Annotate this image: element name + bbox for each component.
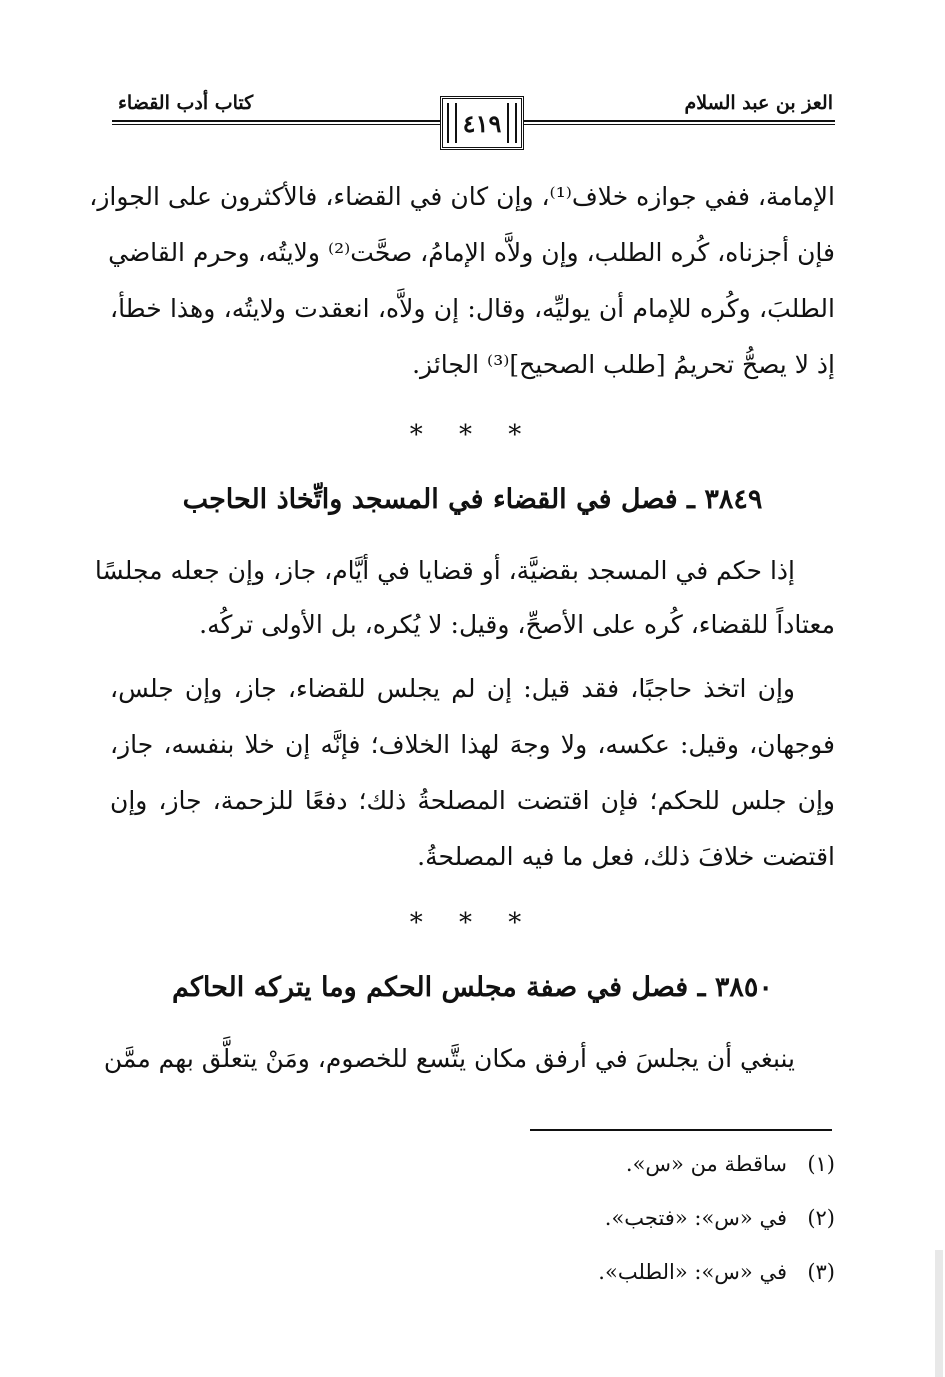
section-heading: ٣٨٤٩ ـ فصل في القضاء في المسجد واتِّخاذ الحاجب [182, 484, 763, 515]
paragraph-line: الطلبَ، وكُره للإمام أن يوليِّه، وقال: إن ولاَّه، انعقدت ولايتُه، وهذا خطأ، [110, 294, 835, 323]
paragraph-line: ينبغي أن يجلسَ في أرفق مكان يتَّسع للخصوم، ومَنْ يتعلَّق بهم ممَّن [103, 1044, 795, 1073]
footnote-number: (٢) [807, 1206, 835, 1230]
running-header-title: كتاب أدب القضاء [118, 92, 254, 114]
footnote [605, 1206, 835, 1230]
paragraph-line: وإن جلس للحكم؛ فإن اقتضت المصلحةُ ذلك؛ دفعًا للزحمة، جاز، وإن [110, 786, 835, 815]
footnote-text: في «س»: «فتجب». [604, 1206, 787, 1230]
scan-edge-shadow [935, 1250, 943, 1377]
page-number: ٤١٩ [462, 108, 502, 138]
footnote-text: ساقطة من «س». [625, 1152, 787, 1176]
running-header-author: العز بن عبد السلام [684, 92, 833, 114]
section-separator: * * * [409, 908, 536, 938]
paragraph-line: إذ لا يصحُّ تحريمُ [طلب الصحيح]⁽³⁾ الجائز. [412, 350, 835, 379]
footnote-rule [530, 1129, 832, 1131]
footnote-number: (١) [807, 1152, 835, 1176]
paragraph-line: إذا حكم في المسجد بقضيَّة، أو قضايا في أيَّام، جاز، وإن جعله مجلسًا [94, 556, 795, 585]
paragraph-line: الإمامة، ففي جوازه خلاف⁽¹⁾، وإن كان في القضاء، فالأكثرون على الجواز، [89, 182, 835, 211]
footnote-text: في «س»: «الطلب». [598, 1260, 787, 1284]
paragraph-line: وإن اتخذ حاجبًا، فقد قيل: إن لم يجلس للقضاء، جاز، وإن جلس، [110, 674, 795, 703]
footnote [626, 1152, 835, 1176]
paragraph-line: اقتضت خلافَ ذلك، فعل ما فيه المصلحةُ. [417, 842, 835, 871]
paragraph-line: معتاداً للقضاء، كُره على الأصحِّ، وقيل: لا يُكره، بل الأولى تركُه. [199, 610, 835, 639]
footnote [598, 1260, 835, 1284]
footnote-number: (٣) [807, 1260, 835, 1284]
section-heading: ٣٨٥٠ ـ فصل في صفة مجلس الحكم وما يتركه الحاكم [172, 972, 773, 1003]
page-number-frame [440, 96, 524, 150]
section-separator: * * * [409, 420, 536, 450]
paragraph-line: فإن أجزناه، كُره الطلب، وإن ولاَّه الإمامُ، صحَّت⁽²⁾ ولايتُه، وحرم القاضي [108, 238, 835, 267]
paragraph-line: فوجهان، وقيل: عكسه، ولا وجهَ لهذا الخلاف؛ فإنَّه إن خلا بنفسه، جاز، [110, 730, 835, 759]
